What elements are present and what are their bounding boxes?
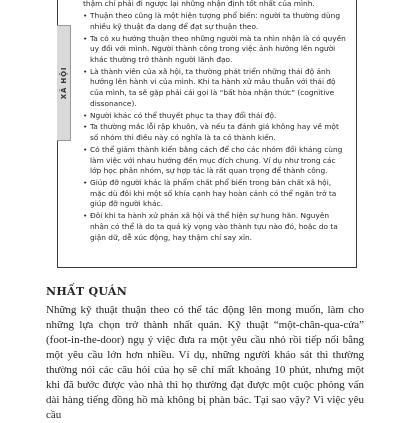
summary-list-item	[83, 145, 349, 177]
summary-list-item-text: Đôi khi ta hành xử phản xã hội và thể hiện sự hung hăn. Nguyên nhân có thể là do ta quá kỳ vọng vào thành tựu nào đó, hoặc do ta giận dữ, dễ xúc động, hay thậm chí say xỉn.	[90, 211, 338, 242]
summary-list-item-text: Ta thường mắc lỗi rập khuôn, và nếu ta đánh giá không hay về một số nhóm thì điều này có nghĩa là ta có thành kiến.	[90, 122, 339, 143]
summary-list-item	[83, 11, 349, 32]
bullet-icon: •	[83, 10, 88, 20]
summary-list-item-text: Giúp đỡ người khác là phẩm chất phổ biến trong bản chất xã hội, mặc dù đôi khi một số khía cạnh hay hoàn cảnh có thể ngăn trở ta giúp đỡ người khác.	[90, 178, 337, 209]
summary-list-item	[83, 0, 349, 10]
summary-list-item-text: Thuận theo cũng là một hiện tượng phổ biến: người ta thường dùng nhiều kỹ thuật đa dạng để đạt sự thuận theo.	[90, 10, 341, 31]
summary-list-item-text: Là thành viên của xã hội, ta thường phát triển những thái độ ảnh hưởng lên hành vi của mình. Khi ta hành xử mâu thuẫn với thái độ của mình, ta sẽ gặp phải cái gọi là “bất hòa nhận thức” (cognitive dissonance).	[90, 66, 336, 108]
section-side-tab	[57, 25, 71, 141]
section-side-tab-label: XÃ HỘI	[59, 66, 68, 100]
summary-list-item	[83, 122, 349, 143]
summary-list-item	[83, 111, 349, 122]
section-heading: NHẤT QUÁN	[46, 285, 128, 298]
bullet-icon: •	[83, 110, 88, 120]
bullet-icon: •	[83, 33, 88, 43]
summary-list-item-text: Ta có xu hướng thuận theo những người mà ta nhìn nhận là có quyền uy đối với mình. Người thành công trong việc ảnh hưởng lên người khác thường trở thành người lãnh đạo.	[90, 33, 346, 64]
summary-list-item	[83, 67, 349, 109]
bullet-icon: •	[83, 122, 88, 132]
bullet-icon: •	[83, 178, 88, 188]
bullet-icon: •	[83, 145, 88, 155]
summary-list-item-text: thậm chí phải đi ngược lại những nhận định tốt nhất của mình.	[83, 0, 315, 8]
summary-list-item	[83, 178, 349, 210]
bullet-icon: •	[83, 66, 88, 76]
section-paragraph: Những kỹ thuật thuận theo có thể tác động lên mong muốn, làm cho những lựa chọn trở thành nhất quán. Kỹ thuật “một-chân-qua-cửa” (foot-in-the-door) ngụ ý việc đưa ra một yêu cầu nhỏ rồi tiếp nối bằng một yêu cầu lớn hơn nhiều. Ví dụ, những người khảo sát thì thường thường nói các câu hỏi của họ sẽ chỉ mất khoảng 10 phút, nhưng một khi đã bước được vào nhà thì họ thường đạt được một cuộc phỏng vấn dài hàng tiếng đồng hồ mà không bị phàn bác. Tại sao vậy? Vì việc yêu cầu	[46, 304, 364, 421]
summary-box	[57, 0, 357, 268]
summary-list-item-text: Có thể giảm thành kiến bằng cách để cho các nhóm đối kháng cùng làm việc với nhau hướng đến mục đích chung. Ví dụ như trong các lớp học phân nhóm, sự hợp tác là rất quan trọng để thành công.	[90, 145, 343, 176]
summary-list	[83, 0, 349, 245]
summary-list-item-text: Người khác có thể thuyết phục ta thay đổi thái độ.	[90, 110, 277, 120]
summary-list-item	[83, 34, 349, 66]
bullet-icon: •	[83, 211, 88, 221]
summary-list-item	[83, 211, 349, 243]
